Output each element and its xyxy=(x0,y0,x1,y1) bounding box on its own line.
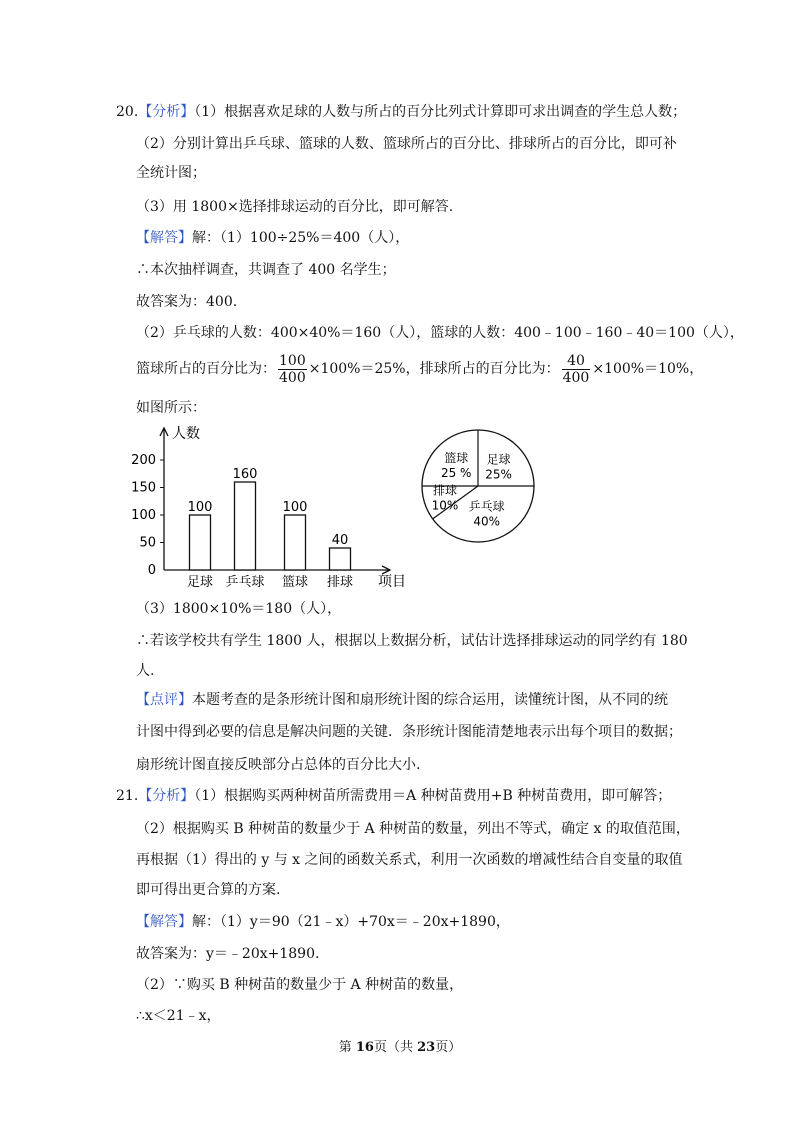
y-tick-label: 100 xyxy=(131,508,156,523)
q21-analysis-line4: 即可得出更合算的方案. xyxy=(136,882,281,898)
bar-3 xyxy=(330,548,351,570)
page-number: 16 xyxy=(355,1040,374,1055)
y-tick-label: 200 xyxy=(131,453,156,468)
bar-1 xyxy=(235,482,256,570)
fraction-denominator: 400 xyxy=(279,369,306,386)
q20-answer-line4: （2）乒乓球的人数：400×40%＝160（人），篮球的人数：400﹣100﹣160﹣40＝100（人）， xyxy=(136,325,744,341)
q20-answer-line9: 人. xyxy=(136,663,155,679)
q20-analysis-line4: （3）用 1800×选择排球运动的百分比，即可解答. xyxy=(136,199,454,215)
pie-slice-label: 篮球 xyxy=(444,451,469,466)
footer-mid: 页（共 xyxy=(373,1040,418,1055)
bar-chart xyxy=(131,425,406,590)
q20-answer-line2: ∴本次抽样调查，共调查了 400 名学生； xyxy=(136,262,396,278)
pie-slice-value: 40% xyxy=(473,514,500,529)
pie-slice-label: 足球 xyxy=(486,452,511,467)
q21-answer-tag: 【解答】 xyxy=(136,914,192,930)
q20-answer-line8: ∴若该学校共有学生 1800 人，根据以上数据分析，试估计选择排球运动的同学约有 180 xyxy=(136,633,688,649)
q21-answer-line4: ∴x＜21﹣x， xyxy=(136,1008,221,1024)
q20-answer-line3: 故答案为：400. xyxy=(136,294,238,310)
q20-basketball-pct-label: 篮球所占的百分比为： xyxy=(136,361,276,377)
q20-answer-line1 xyxy=(136,228,409,248)
x-tick-label: 足球 xyxy=(186,575,214,590)
x-tick-label: 排球 xyxy=(326,575,354,590)
q20-answer-text1: 解：（1）100÷25%＝400（人）， xyxy=(192,230,410,246)
y-tick-label: 50 xyxy=(139,535,156,551)
q20-analysis-tag: 【分析】 xyxy=(138,104,195,120)
pie-slice-value: 25% xyxy=(485,467,512,482)
q20-analysis-line1 xyxy=(116,102,686,122)
q21-analysis-text1: （1）根据购买两种树苗所需费用＝A 种树苗费用+B 种树苗费用，即可解答； xyxy=(194,788,672,804)
x-axis-label: 项目 xyxy=(378,574,406,590)
bar-data-label: 100 xyxy=(282,500,308,515)
fraction-denominator: 400 xyxy=(562,369,590,386)
q21-answer-line2: 故答案为：y＝﹣20x+1890. xyxy=(136,946,320,962)
q20-answer-line6: 如图所示： xyxy=(136,400,206,416)
footer-pre: 第 xyxy=(338,1040,356,1055)
q20-comment-line2: 计图中得到必要的信息是解决问题的关键．条形统计图能清楚地表示出每个项目的数据； xyxy=(136,724,682,740)
q20-analysis-line3: 全统计图； xyxy=(136,165,206,181)
y-axis-label: 人数 xyxy=(172,426,200,442)
pie-slice-value: 25 % xyxy=(440,466,472,481)
q20-number: 20. xyxy=(116,104,139,120)
pie-slice-label: 乒乓球 xyxy=(468,499,505,514)
fraction-40-400 xyxy=(562,353,591,386)
page-total: 23 xyxy=(417,1040,436,1055)
y-tick-label: 0 xyxy=(147,563,156,578)
fraction-numerator: 100 xyxy=(279,352,306,369)
footer-post: 页） xyxy=(435,1040,462,1055)
bar-data-label: 160 xyxy=(232,467,258,482)
statistics-figure xyxy=(120,418,540,598)
fraction-numerator: 40 xyxy=(562,353,591,370)
q21-answer-text1: 解：（1）y＝90（21﹣x）+70x＝﹣20x+1890， xyxy=(192,914,510,930)
pie-slice-value: 10% xyxy=(431,498,459,513)
q21-answer-line3: （2）∵购买 B 种树苗的数量少于 A 种树苗的数量， xyxy=(136,977,464,993)
bar-data-label: 40 xyxy=(331,533,349,548)
q20-volleyball-pct-result: ×100%＝10%， xyxy=(592,361,704,377)
x-tick-label: 乒乓球 xyxy=(225,575,265,590)
q20-volleyball-pct-label: ×100%＝25%，排球所占的百分比为： xyxy=(308,361,560,377)
q21-analysis-line2: （2）根据购买 B 种树苗的数量少于 A 种树苗的数量，列出不等式，确定 x 的取值范围， xyxy=(136,821,690,837)
x-tick-label: 篮球 xyxy=(281,575,309,590)
bar-2 xyxy=(285,515,306,570)
q21-answer-line1 xyxy=(136,912,510,932)
fraction-100-400 xyxy=(278,353,307,386)
q20-answer-tag: 【解答】 xyxy=(136,230,192,246)
q20-answer-line5 xyxy=(136,352,703,386)
q20-comment-line3: 扇形统计图直接反映部分占总体的百分比大小. xyxy=(136,757,421,773)
q21-number: 21. xyxy=(116,788,139,804)
q20-answer-line7: （3）1800×10%＝180（人）， xyxy=(136,601,342,617)
q21-analysis-tag: 【分析】 xyxy=(138,788,195,804)
bar-0 xyxy=(190,515,211,570)
q20-analysis-text1: （1）根据喜欢足球的人数与所占的百分比列式计算即可求出调查的学生总人数； xyxy=(194,104,687,120)
bar-data-label: 100 xyxy=(187,500,213,515)
q21-analysis-line1 xyxy=(116,786,671,806)
page-footer xyxy=(0,1036,800,1055)
pie-chart xyxy=(422,430,534,542)
q21-analysis-line3: 再根据（1）得出的 y 与 x 之间的函数关系式，利用一次函数的增减性结合自变量的取值 xyxy=(136,852,683,868)
q20-comment-tag: 【点评】 xyxy=(136,692,192,708)
q20-comment-line1 xyxy=(136,690,668,710)
q20-analysis-line2: （2）分别计算出乒乓球、篮球的人数、篮球所占的百分比、排球所占的百分比，即可补 xyxy=(136,136,677,152)
pie-slice-label: 排球 xyxy=(432,483,457,498)
y-tick-label: 150 xyxy=(131,480,156,496)
q20-comment-text1: 本题考查的是条形统计图和扇形统计图的综合运用，读懂统计图，从不同的统 xyxy=(192,692,668,708)
